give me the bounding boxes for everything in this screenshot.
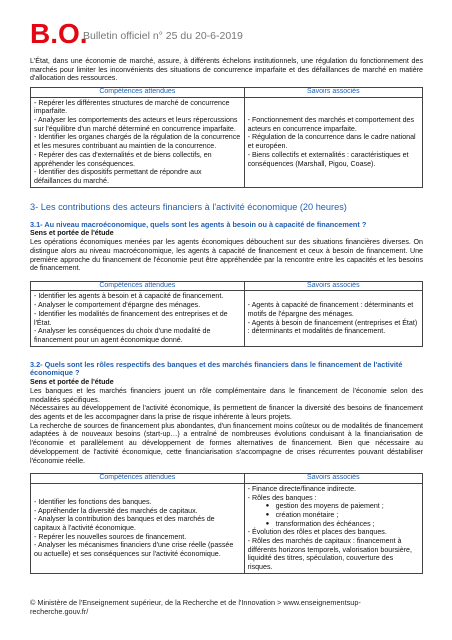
table1-savoir-item: - Biens collectifs et externalités : caractéristiques et conséquences (Marshall, Pigou, Coase). [247, 150, 409, 168]
table1-competence-item: - Identifier des dispositifs permettant de répondre aux défaillances du marché. [34, 168, 202, 185]
competences-table-2 [30, 281, 423, 347]
table1-competence-item: - Repérer les différentes structures de marché de concurrence imparfaite. [34, 98, 230, 116]
table2-competence-item: - Identifier les modalités de financement des entreprises et de l'État. [34, 309, 228, 327]
table1-competence-item: - Analyser les comportements des acteurs et leurs répercussions sur l'équilibre d'un marché déterminé en concurrence imparfaite. [34, 116, 238, 133]
table1-head-competences: Compétences attendues [31, 88, 245, 98]
banks-roles-list [248, 502, 419, 528]
subsection-3-2-paragraph-2: Nécessaires au développement de l'activité économique, ils permettent de financer la diversité des besoins de financement des agents et de les accompagner dans la prise de risque inhérente à leurs projets. [30, 404, 423, 422]
table2-competence-item: - Analyser les conséquences du choix d'une modalité de financement pour un agent économique donné. [34, 327, 211, 344]
sens-portee-heading: Sens et portée de l'étude [30, 378, 114, 387]
subsection-3-1-paragraph: Les opérations économiques menées par les agents économiques débouchent sur des situations financières diverses. On distingue alors au niveau macroéconomique, les agents à capacité de financement et ceux à besoin de financement. Une première approche du financement de l'économie peut être appréhendée par la rencontre entre les capacités et les besoins de financement. [30, 238, 423, 273]
table3-savoir-item: - Rôles des marchés de capitaux : financement à différents horizons temporels, valorisation boursière, liquidité des titres, spéculation, couverture des risques. [247, 537, 412, 572]
table3-head-competences: Compétences attendues [31, 474, 245, 484]
footer-copyright: © Ministère de l'Enseignement supérieur, de la Recherche et de l'Innovation > www.enseignementsup- [30, 598, 361, 607]
table3-savoirs-cell [244, 483, 422, 573]
table1-savoir-item: - Régulation de la concurrence dans le cadre national et européen. [247, 133, 416, 151]
list-item: ● gestion des moyens de paiement ; [276, 502, 419, 511]
list-item: ● création monétaire ; [276, 511, 419, 520]
bo-logo: B.O. [30, 18, 88, 49]
table3-competence-item: - Identifier les fonctions des banques. [34, 497, 152, 506]
subsection-3-2-title: 3.2- Quels sont les rôles respectifs des banques et des marchés financiers dans le financement de l'activité économique ? [30, 359, 403, 378]
table2-competences-cell [31, 291, 245, 346]
subsection-3-2-paragraph-3: La recherche de sources de financement plus abondantes, d'un financement moins coûteux ou de modalités de financement adaptées à de nouveaux besoins (start-up…) a entraîné de nombreuses évolutions conduisant à la financiarisation de l'économie et parallèlement au développement de formes alternatives de financement. Bien que nécessaire au développement de l'activité économique, cette financiarisation s'accompagne de crises récurrentes pouvant déstabiliser l'économie réelle. [30, 421, 423, 465]
table3-savoir-item: - Évolution des rôles et places des banques. [247, 528, 387, 537]
intro-paragraph: L'État, dans une économie de marché, assure, à différents échelons institutionnels, une régulation du fonctionnement des marchés pour limiter les inconvénients des situations de concurrence imparfaite et des défaillances de marché en matière d'allocation des ressources. [30, 57, 423, 83]
sens-portee-heading: Sens et portée de l'étude [30, 229, 114, 238]
table2-savoir-item: - Agents à capacité de financement : déterminants et motifs de l'épargne des ménages. [247, 301, 414, 318]
table3-competences-cell [31, 483, 245, 573]
table1-savoir-item: - Fonctionnement des marchés et comportement des acteurs en concurrence imparfaite. [247, 116, 415, 133]
subsection-3-2-paragraph-1: Les banques et les marchés financiers jouent un rôle complémentaire dans le financement de l'économie selon des modalités spécifiques. [30, 386, 423, 404]
table1-competence-item: - Identifier les organes chargés de la régulation de la concurrence et les mesures contribuant au maintien de la concurrence. [34, 133, 241, 151]
table2-head-competences: Compétences attendues [31, 281, 245, 291]
table2-competence-item: - Analyser le comportement d'épargne des ménages. [34, 301, 201, 310]
table3-competence-item: - Analyser les mécanismes financiers d'une crise réelle (passée ou actuelle) et ses conséquences sur l'activité économique. [34, 541, 234, 559]
page-content [30, 57, 423, 574]
page-header [30, 20, 430, 50]
table2-savoir-item: - Agents à besoin de financement (entreprises et État) : déterminants et modalités de financement. [247, 318, 418, 336]
bulletin-title: Bulletin officiel n° 25 du 20-6-2019 [83, 30, 243, 42]
table3-competence-item: - Repérer les nouvelles sources de financement. [34, 532, 187, 541]
table2-competence-item: - Identifier les agents à besoin et à capacité de financement. [34, 292, 224, 301]
table3-savoir-item: - Finance directe/finance indirecte. [247, 484, 357, 493]
table1-savoirs-cell [244, 97, 422, 187]
table2-savoirs-cell [244, 291, 422, 346]
table1-competence-item: - Repérer des cas d'externalités et de biens collectifs, en appréhender les conséquences. [34, 150, 212, 168]
table3-competence-item: - Analyser la contribution des banques et des marchés de capitaux à l'activité économique. [34, 515, 215, 532]
footer-url: recherche.gouv.fr/ [30, 607, 89, 616]
competences-table-3 [30, 473, 423, 574]
list-item: ● transformation des échéances ; [276, 520, 419, 529]
table3-savoir-item: - Rôles des banques : [247, 493, 317, 502]
table2-head-savoirs: Savoirs associés [244, 281, 422, 291]
section-3-title: 3- Les contributions des acteurs financiers à l'activité économique (20 heures) [30, 201, 347, 212]
page-footer [30, 598, 430, 616]
competences-table-1 [30, 87, 423, 188]
table1-competences-cell [31, 97, 245, 187]
table3-head-savoirs: Savoirs associés [244, 474, 422, 484]
table1-head-savoirs: Savoirs associés [244, 88, 422, 98]
table3-competence-item: - Appréhender la diversité des marchés de capitaux. [34, 506, 198, 515]
subsection-3-1-title: 3.1- Au niveau macroéconomique, quels sont les agents à besoin ou à capacité de financement ? [30, 219, 367, 229]
